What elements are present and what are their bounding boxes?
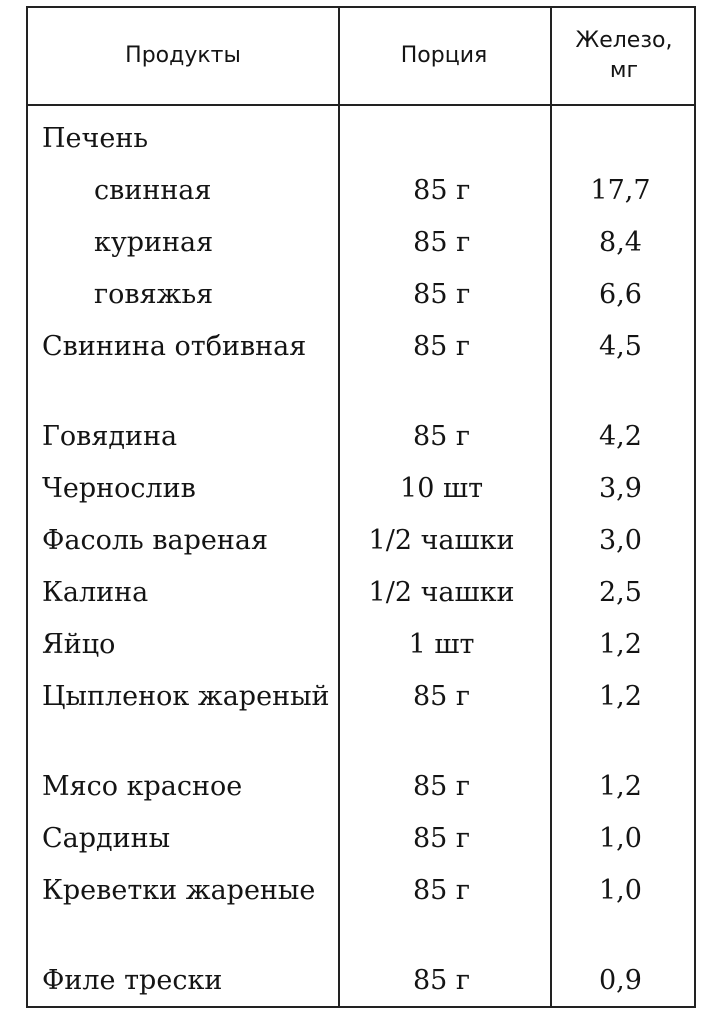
cell-portion: 85 г — [412, 823, 471, 854]
table-row — [28, 872, 694, 962]
cell-iron: 1,0 — [598, 875, 642, 906]
cell-product: Филе трески — [42, 965, 223, 996]
header-portion: Порция — [400, 43, 488, 68]
header-iron-line1: Железо, — [575, 28, 673, 53]
cell-product: Печень — [42, 123, 149, 154]
cell-product: Свинина отбивная — [42, 331, 307, 362]
cell-iron: 0,9 — [598, 965, 642, 996]
table-row — [28, 276, 694, 328]
cell-iron: 1,0 — [598, 823, 642, 854]
cell-product: Говядина — [42, 421, 178, 452]
cell-portion: 85 г — [413, 175, 471, 206]
header-divider — [28, 104, 694, 106]
table-row — [28, 470, 694, 522]
table-row — [28, 820, 694, 872]
cell-product: Мясо красное — [42, 771, 243, 802]
cell-portion: 85 г — [412, 681, 471, 712]
header-iron-line2: мг — [609, 58, 639, 83]
cell-iron: 6,6 — [599, 279, 642, 310]
table-row — [28, 522, 694, 574]
cell-iron — [547, 120, 694, 172]
cell-portion: 1/2 чашки — [368, 525, 515, 556]
table-body — [28, 120, 694, 1014]
cell-iron: 17,7 — [590, 175, 651, 206]
table-row — [28, 172, 694, 224]
cell-product: Фасоль вареная — [42, 525, 269, 556]
cell-portion: 85 г — [412, 965, 471, 996]
cell-iron: 1,2 — [598, 681, 642, 712]
cell-product: куриная — [94, 227, 214, 258]
cell-portion: 85 г — [412, 331, 471, 362]
table-row — [28, 328, 694, 418]
cell-portion: 10 шт — [400, 473, 484, 504]
table-row — [28, 574, 694, 626]
cell-product: Чернослив — [42, 473, 196, 504]
cell-product: Креветки жареные — [42, 875, 316, 906]
cell-iron: 3,0 — [598, 525, 642, 556]
table-row — [28, 120, 694, 172]
cell-product: свинная — [94, 175, 212, 206]
cell-iron: 4,5 — [598, 331, 642, 362]
cell-iron: 1,2 — [598, 771, 642, 802]
cell-iron: 3,9 — [598, 473, 642, 504]
cell-portion: 1/2 чашки — [368, 577, 515, 608]
cell-portion: 85 г — [413, 279, 471, 310]
cell-portion: 85 г — [412, 771, 471, 802]
table-row — [28, 418, 694, 470]
cell-portion — [336, 120, 547, 172]
header-product: Продукты — [125, 43, 241, 68]
cell-portion: 85 г — [412, 875, 471, 906]
table-row — [28, 626, 694, 678]
cell-product: Калина — [42, 577, 149, 608]
cell-iron: 4,2 — [598, 421, 642, 452]
cell-portion: 85 г — [412, 421, 471, 452]
cell-iron: 8,4 — [599, 227, 642, 258]
table-row — [28, 962, 694, 1014]
cell-product: Сардины — [42, 823, 171, 854]
header-iron — [550, 8, 698, 104]
cell-portion: 85 г — [413, 227, 471, 258]
cell-iron: 2,5 — [598, 577, 642, 608]
cell-product: говяжья — [94, 279, 214, 310]
cell-portion: 1 шт — [408, 629, 475, 660]
iron-content-table — [26, 6, 696, 1008]
table-row — [28, 678, 694, 768]
table-row — [28, 224, 694, 276]
table-row — [28, 768, 694, 820]
cell-product: Цыпленок жареный — [42, 681, 330, 712]
cell-product: Яйцо — [42, 629, 116, 660]
cell-iron: 1,2 — [598, 629, 642, 660]
